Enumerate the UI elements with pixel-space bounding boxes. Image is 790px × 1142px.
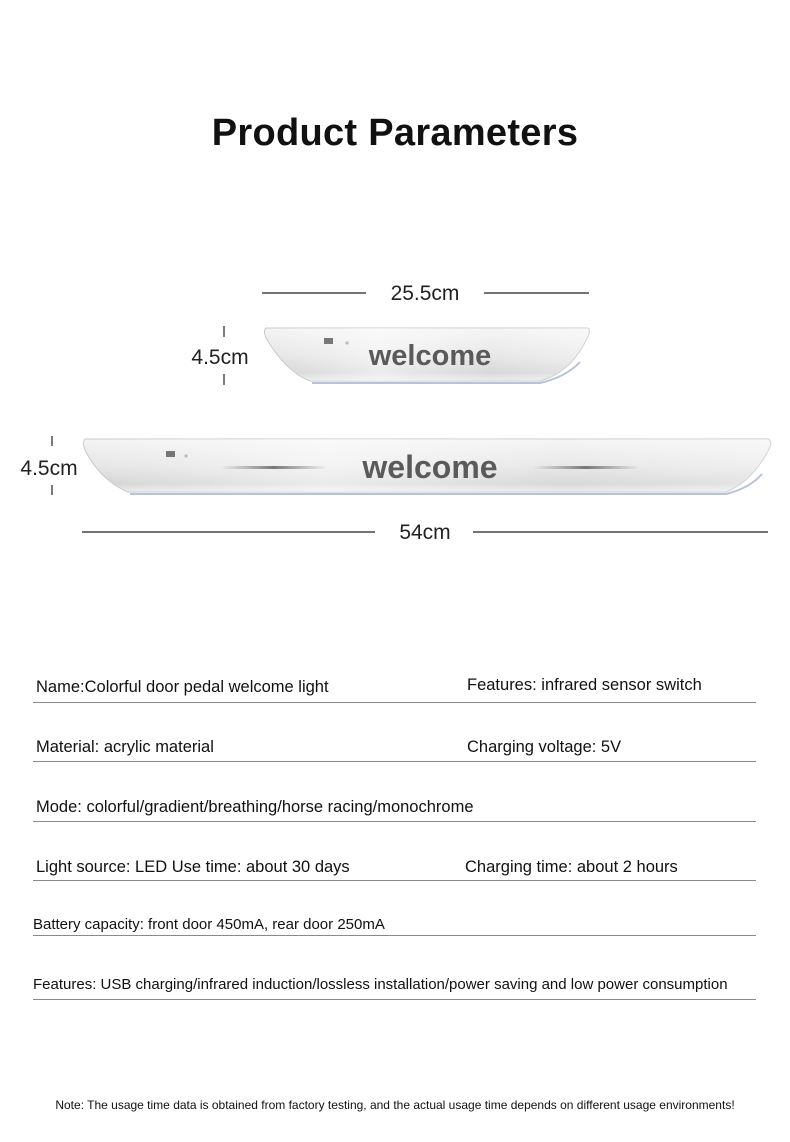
spec-row-mode (33, 792, 756, 822)
spec-features-sensor: Features: infrared sensor switch (467, 676, 702, 694)
spec-material: Material: acrylic material (36, 738, 214, 756)
spec-mode: Mode: colorful/gradient/breathing/horse racing/monochrome (36, 798, 474, 816)
front-plate-height-dimension (191, 326, 248, 385)
spec-row-light-source (33, 852, 756, 881)
sensor-icon (166, 451, 175, 457)
spec-charging-time: Charging time: about 2 hours (465, 858, 678, 876)
rear-plate-logo: welcome (362, 449, 498, 485)
spec-charging-voltage: Charging voltage: 5V (467, 738, 622, 756)
rear-door-plate (84, 439, 771, 494)
light-groove-left (220, 466, 328, 469)
spec-row-material (33, 732, 756, 762)
light-groove-right (532, 466, 640, 469)
spec-name: Name:Colorful door pedal welcome light (36, 678, 329, 696)
spec-row-features-list (33, 970, 756, 1000)
front-door-plate (265, 328, 590, 383)
spec-row-name (33, 672, 756, 703)
rear-width-label: 54cm (399, 521, 451, 544)
spec-features-list: Features: USB charging/infrared induction/lossless installation/power saving and low power consumption (33, 976, 728, 993)
rear-plate-height-dimension (20, 436, 77, 495)
sensor-icon (324, 338, 333, 344)
front-width-label: 25.5cm (390, 282, 460, 305)
front-plate-logo: welcome (368, 340, 492, 372)
spec-light-source: Light source: LED Use time: about 30 days (36, 858, 350, 876)
spec-battery: Battery capacity: front door 450mA, rear door 250mA (33, 916, 385, 933)
spec-row-battery (33, 910, 756, 936)
front-height-label: 4.5cm (191, 346, 249, 369)
rear-plate-width-dimension (82, 521, 768, 544)
usage-note: Note: The usage time data is obtained from factory testing, and the actual usage time depends on different usage environments! (55, 1098, 735, 1112)
rear-height-label: 4.5cm (20, 457, 78, 480)
front-plate-width-dimension (262, 282, 589, 305)
page-title: Product Parameters (211, 112, 579, 154)
